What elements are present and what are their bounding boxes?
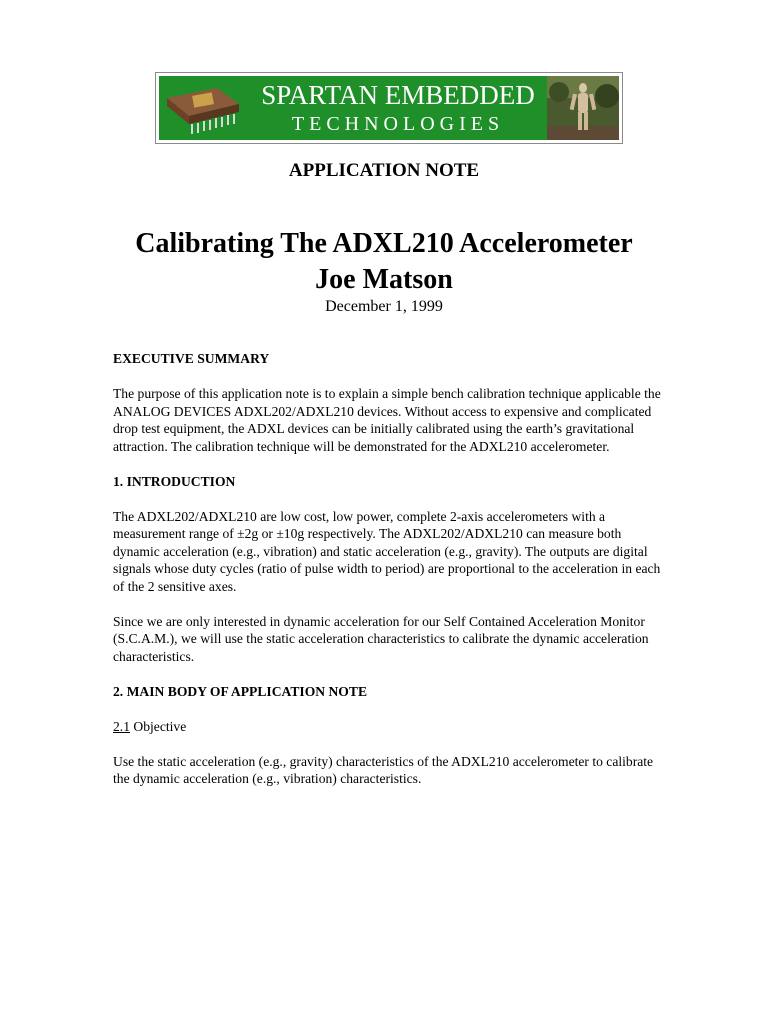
introduction-paragraph-2: Since we are only interested in dynamic acceleration for our Self Contained Acceleration Monitor (S.C.A.M.), we will use the static acceleration characteristics to calibrate the dynamic acceleration characteristics.: [113, 613, 649, 664]
main-body-heading: 2. MAIN BODY OF APPLICATION NOTE: [113, 683, 368, 699]
document-title: Calibrating The ADXL210 Accelerometer: [135, 228, 633, 259]
document-date: December 1, 1999: [325, 298, 443, 315]
company-logo-banner: [155, 72, 623, 144]
executive-summary-heading: EXECUTIVE SUMMARY: [113, 351, 270, 366]
objective-subheading: [113, 718, 668, 736]
brand-name-line1: SPARTAN EMBEDDED: [261, 80, 535, 110]
introduction-paragraph-1: The ADXL202/ADXL210 are low cost, low power, complete 2-axis accelerometers with a measurement range of ±2g or ±10g respectively. The ADXL202/ADXL210 can measure both dynamic acceleration (e.g., vibration) and static acceleration (e.g., gravity). The outputs are digital signals whose duty cycles (ratio of pulse width to period) are proportional to the acceleration in each of the 2 sensitive axes.: [113, 508, 661, 594]
executive-summary-paragraph: The purpose of this application note is to explain a simple bench calibration technique applicable the ANALOG DEVICES ADXL202/ADXL210 devices. Without access to expensive and complicated drop test equipment, the ADXL devices can be initially calibrated using the earth’s gravitational attraction. The calibration technique will be demonstrated for the ADXL210 accelerometer.: [113, 386, 661, 454]
introduction-heading: 1. INTRODUCTION: [113, 473, 236, 489]
author-name: Joe Matson: [315, 264, 453, 295]
objective-paragraph: Use the static acceleration (e.g., gravity) characteristics of the ADXL210 accelerometer to calibrate the dynamic acceleration (e.g., vibration) characteristics.: [113, 753, 654, 786]
chip-image-icon: [159, 76, 245, 140]
subsection-title: Objective: [130, 718, 187, 734]
logo-green-panel: [159, 76, 619, 140]
document-body: [113, 350, 668, 805]
statue-photo-icon: [547, 76, 619, 140]
brand-name-line2: TECHNOLOGIES: [291, 113, 505, 135]
subsection-number: 2.1: [113, 718, 130, 734]
document-type-label: APPLICATION NOTE: [288, 160, 480, 181]
